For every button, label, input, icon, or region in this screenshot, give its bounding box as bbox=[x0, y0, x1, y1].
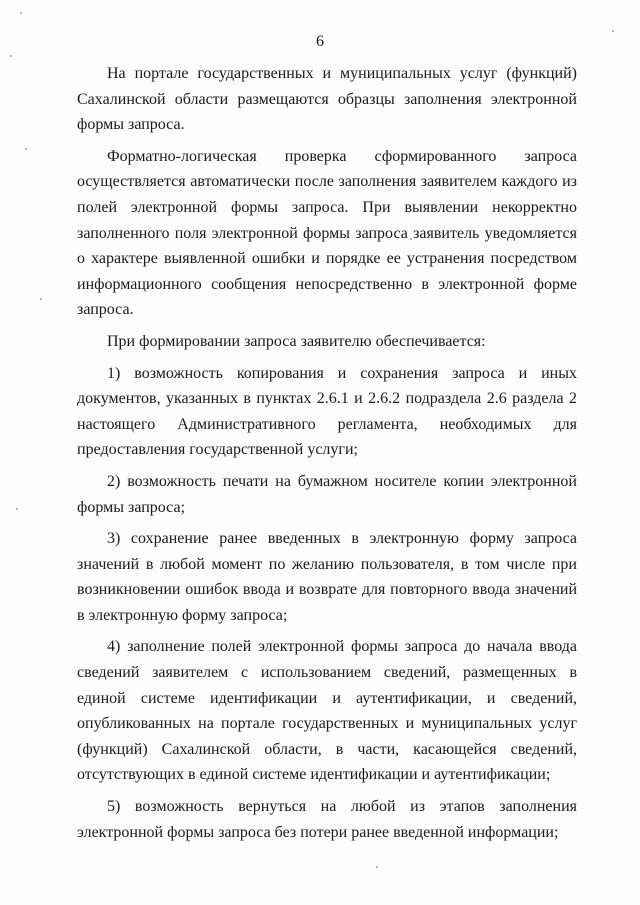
scan-speck bbox=[25, 148, 27, 150]
page-number: 6 bbox=[316, 33, 324, 50]
list-item-copy-save: 1) возможность копирования и сохранения запроса и иных документов, указанных в пунктах 2.6.1 и 2.6.2 подраздела 2.6 раздела 2 настоящего Административного регламента, необходимых для предоставления государственной услуги; bbox=[77, 364, 577, 459]
list-item-autofill: 4) заполнение полей электронной формы запроса до начала ввода сведений заявителем с использованием сведений, размещенных в единой системе идентификации и аутентификации, и сведений, опубликованных на портале государственных и муниципальных услуг (функций) Сахалинской области, в части, касающейся сведений, отсутствующих в единой системе идентификации и аутентификации; bbox=[77, 638, 577, 784]
paragraph-provided-features-intro: При формировании запроса заявителю обеспечивается: bbox=[107, 332, 486, 350]
list-item-return-to-step: 5) возможность вернуться на любой из этапов заполнения электронной формы запроса без потери ранее введенной информации; bbox=[77, 798, 577, 841]
scan-speck bbox=[10, 55, 12, 57]
scan-speck bbox=[16, 508, 18, 510]
list-item-save-values: 3) сохранение ранее введенных в электронную форму запроса значений в любой момент по желанию пользователя, в том числе при возникновении ошибок ввода и возврате для повторного ввода значений в электронную форму запроса; bbox=[77, 530, 577, 624]
scan-speck bbox=[40, 298, 42, 300]
scan-speck bbox=[612, 30, 614, 32]
scan-speck bbox=[20, 12, 22, 14]
list-item-print: 2) возможность печати на бумажном носителе копии электронной формы запроса; bbox=[77, 472, 577, 516]
scan-speck bbox=[376, 866, 378, 868]
paragraph-portal-samples: На портале государственных и муниципальных услуг (функций) Сахалинской области размещаются образцы заполнения электронной формы запроса. bbox=[77, 65, 577, 134]
document-body bbox=[77, 61, 577, 845]
paragraph-format-check: Форматно-логическая проверка сформированного запроса осуществляется автоматически после заполнения заявителем каждого из полей электронной формы запроса. При выявлении некорректно заполненного поля электронной формы запроса заявитель уведомляется о характере выявленной ошибки и порядке ее устранения посредством информационного сообщения непосредственно в электронной форме запроса. bbox=[77, 147, 577, 319]
